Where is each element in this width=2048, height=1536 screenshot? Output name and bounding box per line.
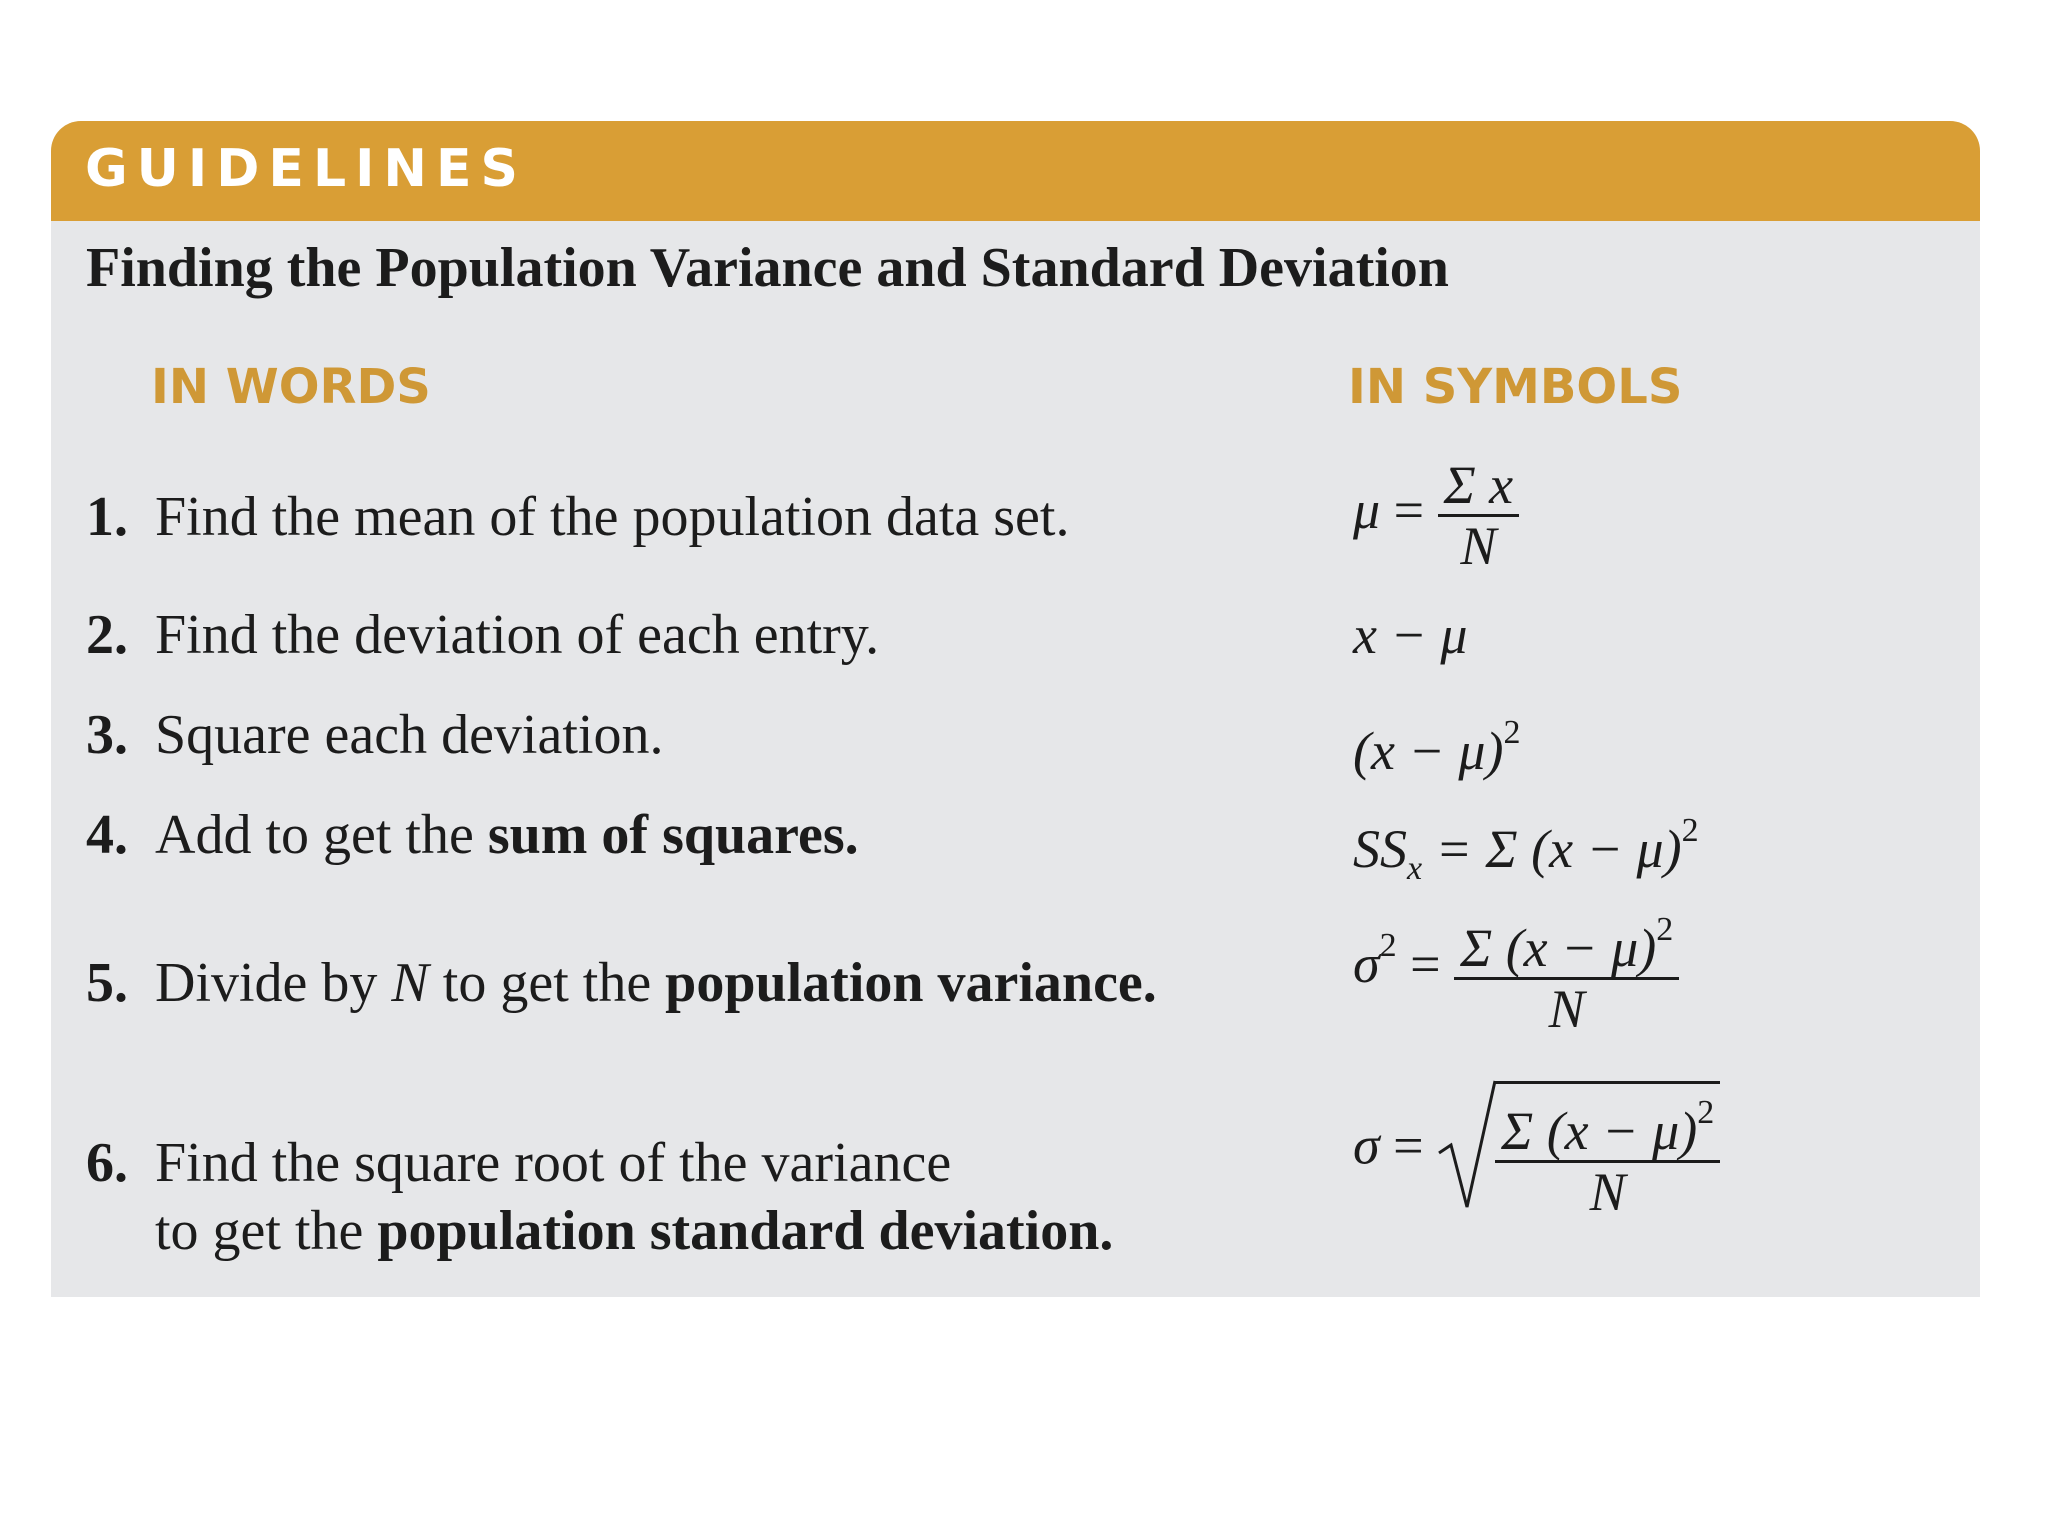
formula-lhs: SS	[1353, 819, 1407, 879]
step-3	[86, 701, 663, 769]
step-1	[86, 483, 1069, 551]
equals-sign: =	[1393, 1115, 1424, 1176]
fraction	[1438, 456, 1520, 575]
equals-sign: =	[1410, 933, 1441, 994]
numerator	[1495, 1081, 1720, 1163]
square-root	[1437, 1081, 1720, 1221]
column-header-symbols: IN SYMBOLS	[1348, 359, 1683, 415]
step-text: Find the mean of the population data set.	[155, 486, 1070, 548]
step-text: Add to get the	[155, 804, 488, 866]
step-text: Divide by	[155, 952, 392, 1014]
formula-lhs: μ	[1353, 479, 1381, 540]
step-text: to get the	[155, 1200, 378, 1262]
step-bold-term: population standard deviation.	[377, 1200, 1114, 1262]
fraction	[1454, 901, 1679, 1038]
step-number: 1.	[86, 486, 128, 548]
guidelines-banner	[51, 121, 1980, 221]
step-text: Find the deviation of each entry.	[155, 604, 880, 666]
step-number: 2.	[86, 604, 128, 666]
denominator: N	[1548, 979, 1585, 1039]
equals-sign: =	[1393, 479, 1425, 540]
fraction	[1495, 1081, 1720, 1221]
formula-deviation: x − μ	[1353, 605, 1468, 665]
step-number: 5.	[86, 952, 128, 1014]
step-number: 3.	[86, 704, 128, 766]
denominator: N	[1589, 1162, 1626, 1222]
step-number: 4.	[86, 804, 128, 866]
radical-sign-icon	[1437, 1075, 1497, 1215]
formula-variance	[1353, 901, 1679, 1038]
numerator-text: Σ (x − μ)	[1460, 918, 1657, 978]
page-title: Finding the Population Variance and Standard Deviation	[86, 237, 1449, 299]
exponent: 2	[1697, 1094, 1715, 1131]
step-4	[86, 801, 859, 869]
column-header-words: IN WORDS	[151, 359, 431, 415]
numerator-text: Σ (x − μ)	[1501, 1101, 1698, 1161]
denominator: N	[1460, 516, 1497, 576]
formula-standard-deviation	[1353, 1081, 1720, 1221]
exponent: 2	[1656, 911, 1674, 948]
exponent: 2	[1681, 812, 1699, 849]
formula-lhs: σ	[1353, 1115, 1380, 1176]
formula-base: (x − μ)	[1353, 721, 1504, 781]
formula-sum-of-squares	[1353, 801, 1699, 899]
exponent: 2	[1379, 926, 1397, 964]
formula-lhs: σ	[1353, 933, 1380, 994]
formula-mean	[1353, 456, 1519, 575]
numerator: Σ x	[1438, 456, 1520, 517]
step-bold-term: population variance.	[665, 952, 1157, 1014]
subscript: x	[1407, 850, 1423, 887]
step-text: Find the square root of the variance	[155, 1132, 952, 1194]
step-5	[86, 949, 1157, 1017]
formula-squared-deviation	[1353, 703, 1520, 781]
numerator	[1454, 901, 1679, 980]
step-2	[86, 601, 879, 669]
step-bold-term: sum of squares.	[487, 804, 859, 866]
step-text: to get the	[428, 952, 666, 1014]
step-variable: N	[391, 952, 429, 1014]
step-number: 6.	[86, 1132, 128, 1194]
exponent: 2	[1503, 714, 1521, 751]
step-6	[86, 1129, 1113, 1265]
formula-rhs: = Σ (x − μ)	[1435, 819, 1682, 879]
banner-title: GUIDELINES	[85, 139, 527, 199]
guidelines-box	[51, 121, 1980, 1297]
step-text: Square each deviation.	[155, 704, 664, 766]
